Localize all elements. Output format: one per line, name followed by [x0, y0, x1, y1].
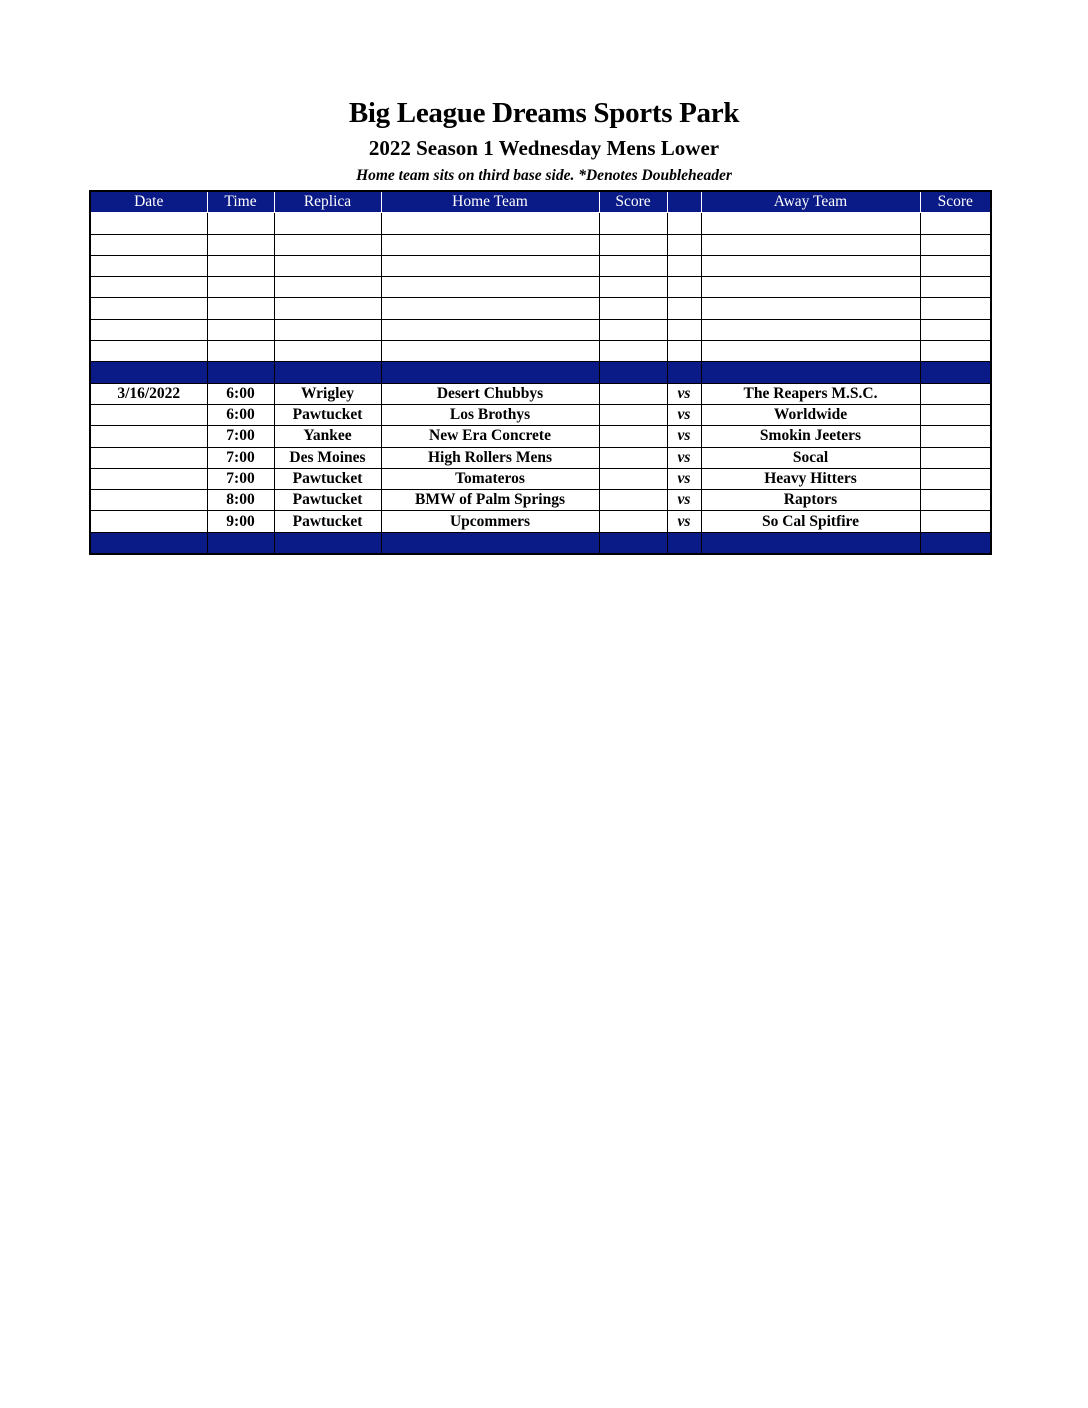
replica-cell [274, 341, 381, 362]
date-cell [90, 511, 207, 532]
away-team-cell [701, 277, 920, 298]
empty-row [90, 319, 991, 340]
away-score-cell [920, 447, 991, 468]
away-score-cell [920, 255, 991, 276]
replica-cell: Wrigley [274, 383, 381, 404]
date-cell: 3/16/2022 [90, 383, 207, 404]
empty-row [90, 255, 991, 276]
time-cell: 7:00 [207, 468, 274, 489]
date-cell [90, 426, 207, 447]
away-team-cell [701, 255, 920, 276]
home-team-cell [381, 213, 599, 234]
replica-cell [274, 234, 381, 255]
home-team-cell: BMW of Palm Springs [381, 490, 599, 511]
away-team-cell: Heavy Hitters [701, 468, 920, 489]
home-team-cell [381, 277, 599, 298]
date-cell [90, 447, 207, 468]
home-team-cell [381, 255, 599, 276]
page-title: Big League Dreams Sports Park [348, 97, 740, 129]
band-cell [207, 362, 274, 383]
away-score-cell [920, 426, 991, 447]
col-header-replica: Replica [274, 191, 381, 213]
away-score-cell [920, 490, 991, 511]
away-team-cell [701, 319, 920, 340]
away-team-cell [701, 213, 920, 234]
band-cell [207, 532, 274, 554]
band-cell [274, 532, 381, 554]
away-team-cell: Smokin Jeeters [701, 426, 920, 447]
home-score-cell [599, 490, 667, 511]
band-cell [381, 532, 599, 554]
replica-cell: Pawtucket [274, 511, 381, 532]
time-cell: 9:00 [207, 511, 274, 532]
home-score-cell [599, 298, 667, 319]
time-cell [207, 298, 274, 319]
away-score-cell [920, 298, 991, 319]
home-team-cell [381, 319, 599, 340]
footer-band [90, 532, 991, 554]
schedule-note: Home team sits on third base side. *Denotes Doubleheader [356, 167, 732, 184]
vs-cell: vs [667, 490, 701, 511]
home-team-cell: New Era Concrete [381, 426, 599, 447]
home-score-cell [599, 404, 667, 425]
replica-cell [274, 298, 381, 319]
home-score-cell [599, 383, 667, 404]
replica-cell: Pawtucket [274, 490, 381, 511]
home-team-cell [381, 234, 599, 255]
time-cell: 7:00 [207, 426, 274, 447]
home-team-cell: Los Brothys [381, 404, 599, 425]
home-team-cell: Tomateros [381, 468, 599, 489]
band-cell [599, 532, 667, 554]
date-cell [90, 234, 207, 255]
time-cell [207, 277, 274, 298]
time-cell: 7:00 [207, 447, 274, 468]
vs-cell [667, 341, 701, 362]
game-row [90, 404, 991, 425]
time-cell [207, 319, 274, 340]
col-header-home-score: Score [599, 191, 667, 213]
band-cell [381, 362, 599, 383]
away-team-cell [701, 298, 920, 319]
band-cell [90, 362, 207, 383]
home-team-cell [381, 298, 599, 319]
band-cell [90, 532, 207, 554]
band-cell [274, 362, 381, 383]
replica-cell: Yankee [274, 426, 381, 447]
vs-cell: vs [667, 511, 701, 532]
time-cell [207, 341, 274, 362]
home-team-cell: High Rollers Mens [381, 447, 599, 468]
col-header-vs [667, 191, 701, 213]
home-team-cell: Upcommers [381, 511, 599, 532]
replica-cell [274, 319, 381, 340]
vs-cell: vs [667, 468, 701, 489]
replica-cell [274, 277, 381, 298]
schedule-table [89, 190, 992, 555]
vs-cell [667, 319, 701, 340]
away-score-cell [920, 511, 991, 532]
band-cell [599, 362, 667, 383]
empty-row [90, 298, 991, 319]
vs-cell [667, 255, 701, 276]
home-score-cell [599, 234, 667, 255]
empty-row [90, 341, 991, 362]
game-row [90, 468, 991, 489]
band-cell [701, 362, 920, 383]
away-team-cell [701, 234, 920, 255]
vs-cell [667, 213, 701, 234]
date-cell [90, 468, 207, 489]
date-cell [90, 490, 207, 511]
replica-cell [274, 213, 381, 234]
empty-row [90, 277, 991, 298]
away-score-cell [920, 404, 991, 425]
col-header-date: Date [90, 191, 207, 213]
game-row [90, 447, 991, 468]
col-header-away-team: Away Team [701, 191, 920, 213]
replica-cell: Pawtucket [274, 468, 381, 489]
home-team-cell [381, 341, 599, 362]
away-score-cell [920, 277, 991, 298]
away-score-cell [920, 468, 991, 489]
time-cell [207, 234, 274, 255]
away-score-cell [920, 319, 991, 340]
col-header-home-team: Home Team [381, 191, 599, 213]
date-cell [90, 341, 207, 362]
date-cell [90, 255, 207, 276]
replica-cell: Des Moines [274, 447, 381, 468]
time-cell: 6:00 [207, 383, 274, 404]
home-score-cell [599, 277, 667, 298]
page-subtitle: 2022 Season 1 Wednesday Mens Lower [368, 136, 720, 160]
away-score-cell [920, 213, 991, 234]
date-cell [90, 213, 207, 234]
vs-cell: vs [667, 426, 701, 447]
away-team-cell: So Cal Spitfire [701, 511, 920, 532]
home-score-cell [599, 447, 667, 468]
away-team-cell: Worldwide [701, 404, 920, 425]
away-team-cell: Socal [701, 447, 920, 468]
vs-cell [667, 277, 701, 298]
vs-cell [667, 298, 701, 319]
col-header-time: Time [207, 191, 274, 213]
vs-cell: vs [667, 383, 701, 404]
replica-cell [274, 255, 381, 276]
band-cell [701, 532, 920, 554]
header-row [90, 191, 991, 213]
band-cell [920, 532, 991, 554]
home-team-cell: Desert Chubbys [381, 383, 599, 404]
home-score-cell [599, 319, 667, 340]
home-score-cell [599, 255, 667, 276]
home-score-cell [599, 341, 667, 362]
time-cell: 8:00 [207, 490, 274, 511]
away-team-cell [701, 341, 920, 362]
empty-row [90, 234, 991, 255]
col-header-away-score: Score [920, 191, 991, 213]
band-cell [667, 362, 701, 383]
date-cell [90, 277, 207, 298]
away-score-cell [920, 383, 991, 404]
date-cell [90, 319, 207, 340]
date-cell [90, 298, 207, 319]
band-cell [667, 532, 701, 554]
time-cell [207, 213, 274, 234]
away-team-cell: The Reapers M.S.C. [701, 383, 920, 404]
home-score-cell [599, 213, 667, 234]
time-cell [207, 255, 274, 276]
home-score-cell [599, 468, 667, 489]
away-score-cell [920, 234, 991, 255]
game-row [90, 426, 991, 447]
band-cell [920, 362, 991, 383]
away-team-cell: Raptors [701, 490, 920, 511]
date-cell [90, 404, 207, 425]
vs-cell: vs [667, 404, 701, 425]
empty-row [90, 213, 991, 234]
separator-band [90, 362, 991, 383]
game-row [90, 383, 991, 404]
game-row [90, 490, 991, 511]
vs-cell [667, 234, 701, 255]
replica-cell: Pawtucket [274, 404, 381, 425]
away-score-cell [920, 341, 991, 362]
vs-cell: vs [667, 447, 701, 468]
home-score-cell [599, 426, 667, 447]
game-row [90, 511, 991, 532]
home-score-cell [599, 511, 667, 532]
time-cell: 6:00 [207, 404, 274, 425]
